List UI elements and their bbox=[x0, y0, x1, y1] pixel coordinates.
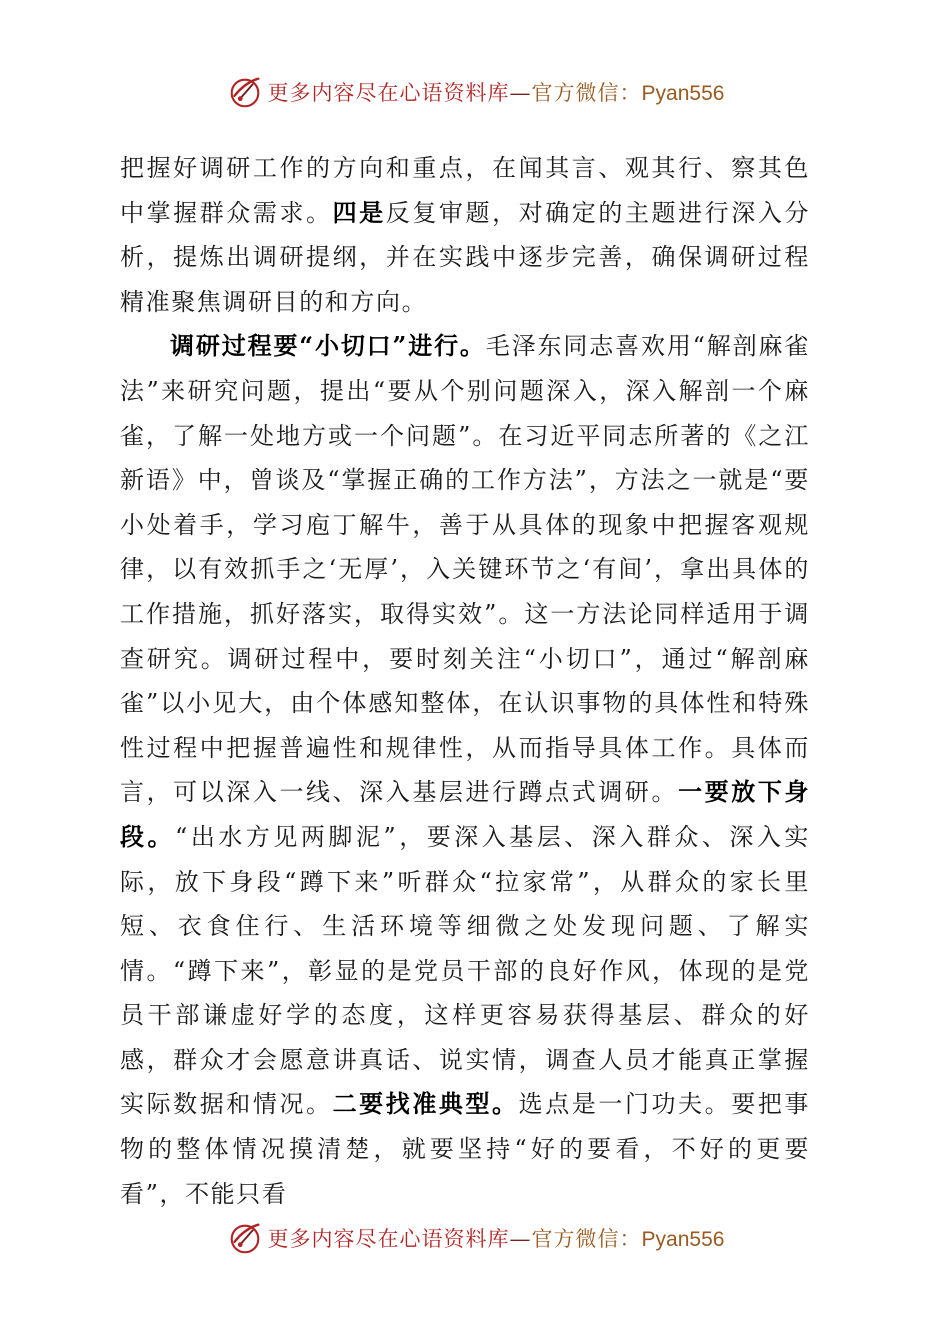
footer-banner-text bbox=[268, 1223, 725, 1253]
header-brand-text: 更多内容尽在心语资料库 bbox=[267, 81, 510, 105]
header-dash: — bbox=[509, 81, 532, 105]
paragraph-1 bbox=[120, 146, 810, 324]
footer-wechat-label: 官方微信： bbox=[531, 1227, 642, 1251]
footer-banner bbox=[0, 1216, 950, 1260]
header-wechat-label: 官方微信： bbox=[531, 81, 642, 105]
p1-text-a: 把握好调研工作的方向和重点，在闻其言、观其行、察其色中掌握群众需求。 bbox=[120, 154, 810, 227]
header-wechat-id: Pyan556 bbox=[641, 82, 725, 105]
p2-text-a: 毛泽东同志喜欢用“解剖麻雀法”来研究问题，提出“要从个别问题深入，深入解剖一个麻雀，了解一处地方或一个问题”。在习近平同志所著的《之江新语》中，曾谈及“掌握正确的工作方法”，方法之一就是“要小处着手，学习庖丁解牛，善于从具体的现象中把握客观规律，以有效抓手之‘无厚’，入关键环节之‘有间’，拿出具体的工作措施，抓好落实，取得实效”。这一方法论同样适用于调查研究。调研过程中，要时刻关注“小切口”，通过“解剖麻雀”以小见大，由个体感知整体，在认识事物的具体性和特殊性过程中把握普遍性和规律性，从而指导具体工作。具体而言，可以深入一线、深入基层进行蹲点式调研。 bbox=[120, 332, 810, 807]
p1-text-b: 反复审题，对确定的主题进行深入分析，提炼出调研提纲，并在实践中逐步完善，确保调研过程精准聚焦调研目的和方向。 bbox=[120, 198, 810, 316]
footer-dash: — bbox=[509, 1227, 532, 1251]
footer-wechat-id: Pyan556 bbox=[641, 1228, 725, 1251]
p2-bold-1: 一要放下身段。 bbox=[120, 777, 810, 851]
p2-heading: 调研过程要“小切口”进行。 bbox=[170, 331, 486, 361]
p2-text-c: 选点是一门功夫。要把事物的整体情况摸清楚，就要坚持“好的要看，不好的更要看”，不能只看 bbox=[120, 1090, 810, 1208]
brand-logo-icon bbox=[226, 1219, 264, 1257]
brand-logo-icon bbox=[226, 73, 264, 111]
header-banner-text bbox=[268, 77, 725, 107]
footer-brand-text: 更多内容尽在心语资料库 bbox=[267, 1227, 510, 1251]
p2-text-b: “出水方见两脚泥”，要深入基层、深入群众、深入实际，放下身段“蹲下来”听群众“拉家常”，从群众的家长里短、衣食住行、生活环境等细微之处发现问题、了解实情。“蹲下来”，彰显的是党员干部的良好作风，体现的是党员干部谦虚好学的态度，这样更容易获得基层、群众的好感，群众才会愿意讲真话、说实情，调查人员才能真正掌握实际数据和情况。 bbox=[120, 822, 810, 1119]
paragraph-2 bbox=[120, 324, 810, 1216]
document-body bbox=[120, 146, 810, 1216]
p1-bold-1: 四是 bbox=[332, 197, 386, 227]
header-banner bbox=[0, 70, 950, 114]
p2-bold-2: 二要找准典型。 bbox=[332, 1089, 519, 1119]
